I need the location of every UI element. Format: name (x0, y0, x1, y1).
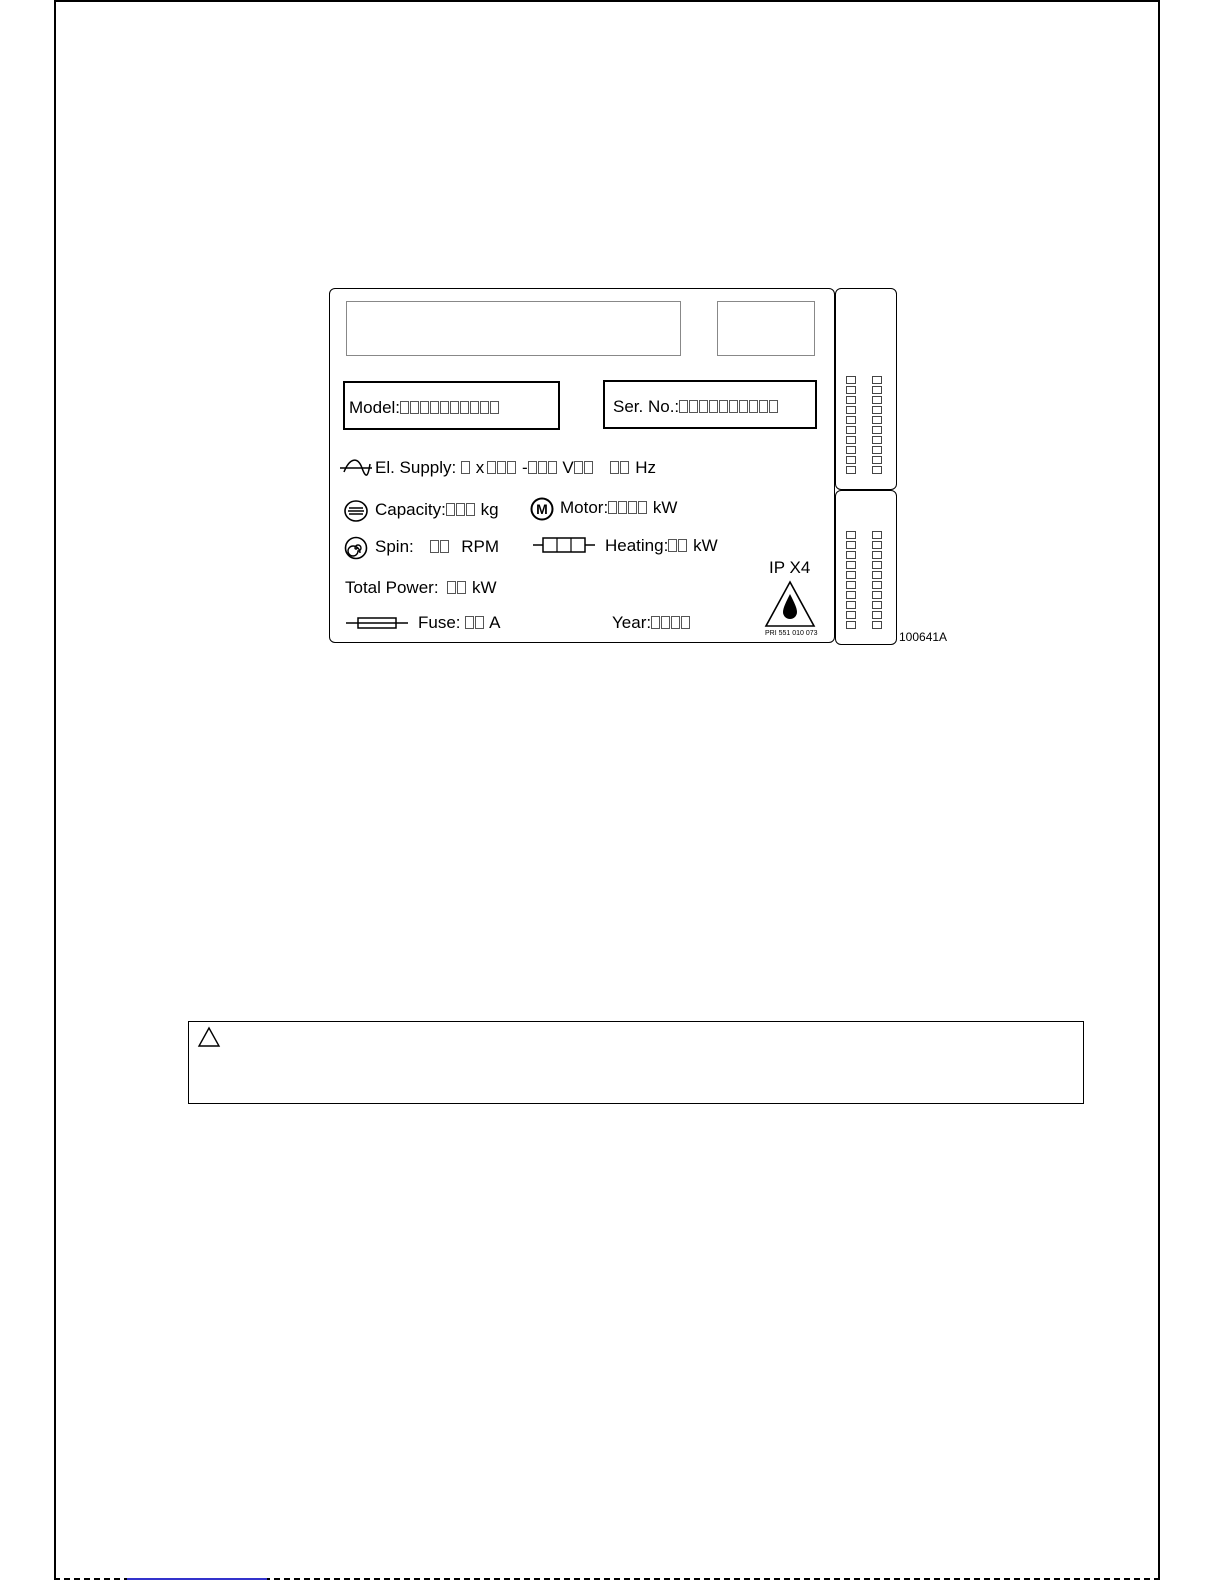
serial-label: Ser. No.: (613, 397, 680, 416)
footer-link-underline[interactable] (127, 1578, 267, 1580)
capacity-row (375, 500, 499, 520)
motor-label: Motor: (560, 498, 609, 517)
capacity-unit: kg (480, 500, 499, 519)
fuse-row (418, 613, 500, 633)
figure-id: 100641A (899, 630, 948, 644)
plate-header-field (346, 301, 681, 356)
year-label: Year: (612, 613, 652, 632)
motor-unit: kW (652, 498, 678, 517)
ip-rating: IP X4 (769, 558, 811, 577)
supply-x: x (475, 458, 485, 477)
fuse-label: Fuse: (418, 613, 461, 632)
heating-element-icon (533, 537, 595, 553)
supply-hz-unit: Hz (635, 458, 656, 477)
ac-supply-icon (340, 459, 372, 477)
drum-capacity-icon (344, 500, 368, 522)
heating-unit: kW (693, 536, 718, 555)
part-number: PRI 551 010 073 (765, 630, 818, 637)
svg-text:M: M (536, 501, 548, 517)
plate-logo-field (717, 301, 815, 356)
supply-row (375, 458, 656, 478)
serial-number-field (603, 380, 817, 429)
motor-row (560, 498, 677, 518)
motor-icon (530, 497, 554, 521)
fuse-icon (346, 616, 408, 630)
plate-tab-bottom (835, 490, 897, 645)
model-label: Model: (349, 398, 401, 417)
page-frame (54, 0, 1160, 1578)
warning-box (188, 1021, 1084, 1104)
total-power-unit: kW (472, 578, 497, 597)
supply-label: El. Supply: (375, 458, 457, 477)
model-field (343, 381, 560, 430)
spin-icon (344, 536, 368, 560)
warning-triangle-icon (197, 1026, 221, 1048)
capacity-label: Capacity: (375, 500, 446, 519)
total-power-row (345, 578, 497, 598)
supply-dash: - (521, 458, 528, 477)
plate-tab-top (835, 288, 897, 490)
spin-row (375, 537, 499, 557)
heating-row (605, 536, 718, 556)
water-drop-warning-icon (764, 580, 816, 628)
spin-unit: RPM (461, 537, 499, 556)
spin-label: Spin: (375, 537, 414, 556)
year-row (612, 613, 691, 633)
heating-label: Heating: (605, 536, 669, 555)
fuse-unit: A (489, 613, 501, 632)
total-power-label: Total Power: (345, 578, 439, 597)
supply-volt-unit: V (562, 458, 574, 477)
